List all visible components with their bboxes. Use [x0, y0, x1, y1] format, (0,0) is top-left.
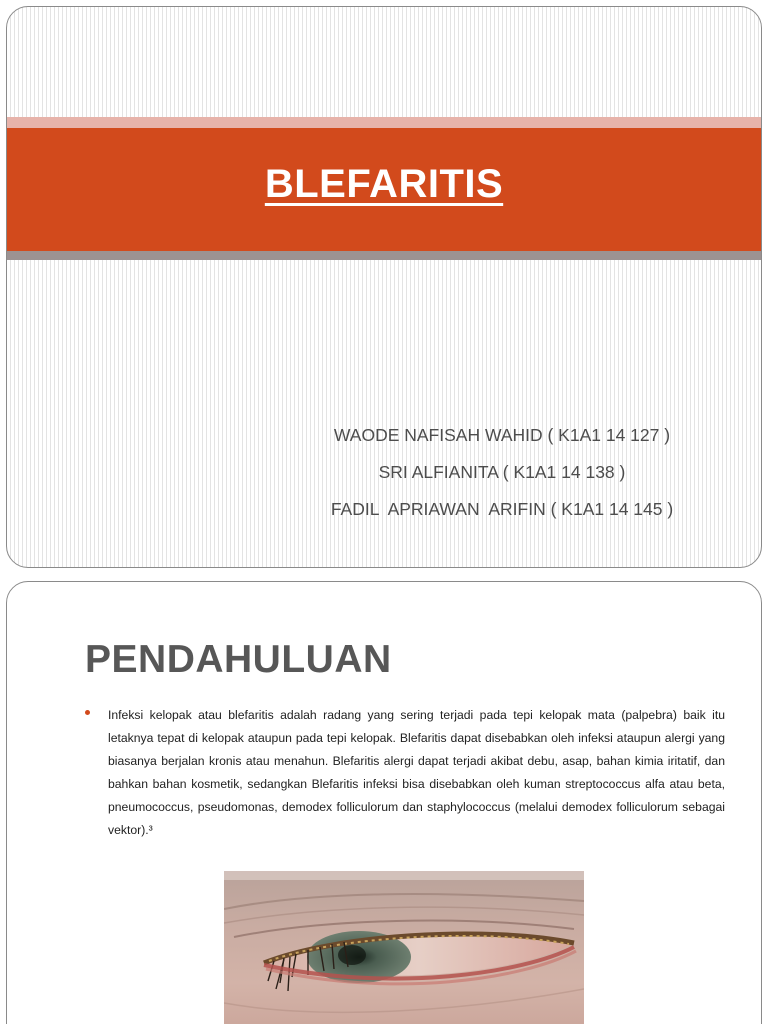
title-stripe-top	[7, 117, 761, 128]
eye-photo	[224, 871, 584, 1024]
title-band	[7, 128, 761, 251]
eye-photo-icon	[224, 871, 584, 1024]
intro-slide	[6, 581, 762, 1024]
title-stripe-bottom	[7, 251, 761, 260]
bullet-text: Infeksi kelopak atau blefaritis adalah radang yang sering terjadi pada tepi kelopak mata (palpebra) baik itu letaknya tepat di kelopak ataupun pada tepi kelopak. Blefaritis dapat disebabkan oleh infeksi ataupun alergi yang biasanya berjalan kronis atau menahun. Blefaritis alergi dapat terjadi akibat debu, asap, bahan kimia iritatif, dan bahkan bahan kosmetik, sedangkan Blefaritis infeksi bisa disebabkan oleh kuman streptococcus alfa atau beta, pneumococcus, pseudomonas, demodex folliculorum dan staphylococcus (melalui demodex folliculorum sebagai vektor).³	[108, 708, 725, 837]
bullet-item	[85, 704, 725, 842]
bullet-dot-icon	[85, 710, 90, 715]
slide-title: BLEFARITIS	[264, 162, 504, 206]
author-line: WAODE NAFISAH WAHID ( K1A1 14 127 )	[333, 425, 671, 445]
author-line: FADIL APRIAWAN ARIFIN ( K1A1 14 145 )	[330, 499, 674, 519]
title-slide	[6, 6, 762, 568]
section-heading: PENDAHULUAN	[85, 638, 392, 681]
author-list	[307, 417, 697, 528]
author-line: SRI ALFIANITA ( K1A1 14 138 )	[378, 462, 626, 482]
